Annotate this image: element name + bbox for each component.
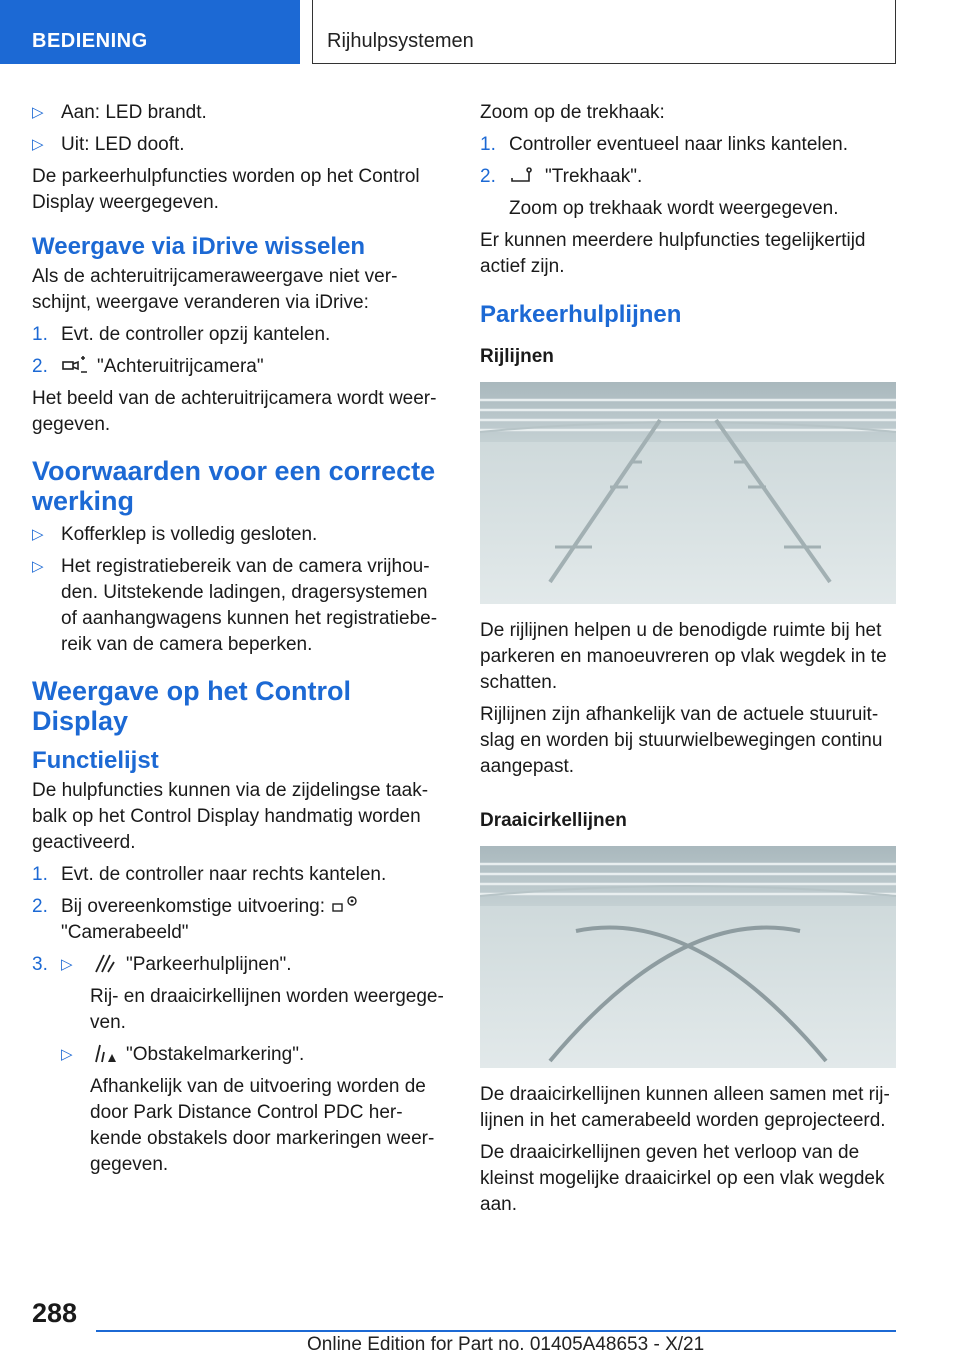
- footer-divider: [96, 1330, 896, 1332]
- step-item: 3. ▷ "Parkeerhulplijnen". Rij- en draaicirkellijnen worden weergegeven. ▷ "Obstakelmarkering". Afhankelijk van de uitvoering worden de door Park Distance Control PDC herkende obstakels door markeringen weergegeven.: [32, 952, 444, 1178]
- paragraph: De rijlijnen helpen u de benodigde ruimte bij het parkeren en manoeuvreren op vlak wegdek in te schatten.: [480, 620, 887, 693]
- subsection-heading: Draaicirkellijnen: [480, 810, 627, 831]
- paragraph: Als de achteruitrijcameraweergave niet verschijnt, weergave veranderen via iDrive:: [32, 266, 398, 313]
- camera-settings-icon: [330, 894, 360, 916]
- triangle-bullet-icon: ▷: [32, 526, 44, 543]
- triangle-bullet-icon: ▷: [32, 558, 44, 575]
- sub-item: ▷ "Parkeerhulplijnen". Rij- en draaicirkellijnen worden weergegeven.: [61, 954, 444, 1033]
- section-tab: [0, 0, 300, 64]
- parking-lines-icon: [90, 952, 120, 974]
- paragraph: De hulpfuncties kunnen via de zijdelingse taakbalk op het Control Display handmatig worden geactiveerd.: [32, 780, 429, 853]
- paragraph: De parkeerhulpfuncties worden op het Control Display weergegeven.: [32, 166, 420, 213]
- step-item: 2. "Achteruitrijcamera": [32, 356, 264, 377]
- section-label: BEDIENING: [32, 30, 148, 52]
- paragraph: De draaicirkellijnen geven het verloop van de kleinst mogelijke draaicirkel op een vlak wegdek aan.: [480, 1142, 885, 1215]
- triangle-bullet-icon: ▷: [32, 136, 44, 153]
- step-item: 1. Evt. de controller opzij kantelen.: [32, 324, 331, 345]
- section-heading: Weergave via iDrive wisselen: [32, 233, 366, 260]
- list-item: ▷ Het registratiebereik van de camera vrijhouden. Uitstekende ladingen, dragersystemen of aanhangwagens kunnen het registratiebereik van de camera beperken.: [32, 556, 438, 655]
- list-item: ▷ Uit: LED dooft.: [32, 132, 444, 158]
- section-heading: Parkeerhulplijnen: [480, 301, 682, 328]
- paragraph: Er kunnen meerdere hulpfuncties tegelijkertijd actief zijn.: [480, 230, 866, 277]
- section-heading: Weergave op het Control Display: [32, 676, 352, 736]
- triangle-bullet-icon: ▷: [61, 1046, 73, 1063]
- rear-camera-icon: [61, 354, 91, 376]
- step-item: 2. "Trekhaak".: [480, 166, 643, 187]
- tow-hitch-icon: [509, 164, 539, 186]
- driving-lines-illustration: [480, 382, 896, 604]
- paragraph: Zoom op de trekhaak:: [480, 102, 665, 123]
- chapter-header: [312, 0, 896, 64]
- section-heading: Voorwaarden voor een correcte werking: [32, 456, 436, 516]
- list-item: ▷ Aan: LED brandt.: [32, 100, 444, 126]
- paragraph: De draaicirkellijnen kunnen alleen samen met rijlijnen in het camerabeeld worden geprojecteerd.: [480, 1084, 890, 1131]
- step-item: 2. Bij overeenkomstige uitvoering: "Camerabeeld": [32, 894, 444, 946]
- step-result: Zoom op trekhaak wordt weergegeven.: [509, 198, 839, 219]
- right-column: [480, 100, 896, 1224]
- list-item: ▷ Kofferklep is volledig gesloten.: [32, 522, 444, 548]
- triangle-bullet-icon: ▷: [32, 104, 44, 121]
- subsection-heading: Rijlijnen: [480, 346, 554, 367]
- subsection-heading: Functielijst: [32, 747, 159, 774]
- triangle-bullet-icon: ▷: [61, 956, 73, 973]
- paragraph: Rijlijnen zijn afhankelijk van de actuele stuuruitslag en worden bij stuurwielbewegingen continu aangepast.: [480, 704, 883, 777]
- paragraph: Het beeld van de achteruitrijcamera wordt weergegeven.: [32, 388, 437, 435]
- step-item: 1. Evt. de controller naar rechts kantelen.: [32, 864, 387, 885]
- edition-note: Online Edition for Part no. 01405A48653 - X/21: [307, 1334, 705, 1355]
- step-item: 1. Controller eventueel naar links kantelen.: [480, 134, 849, 155]
- sub-item: ▷ "Obstakelmarkering". Afhankelijk van de uitvoering worden de door Park Distance Control PDC herkende obstakels door markeringen weergegeven.: [61, 1044, 435, 1175]
- page-number: 288: [32, 1298, 78, 1328]
- turning-circle-illustration: [480, 846, 896, 1068]
- obstacle-marking-icon: [90, 1042, 120, 1064]
- chapter-title: Rijhulpsystemen: [327, 30, 474, 52]
- left-column: [32, 100, 444, 1184]
